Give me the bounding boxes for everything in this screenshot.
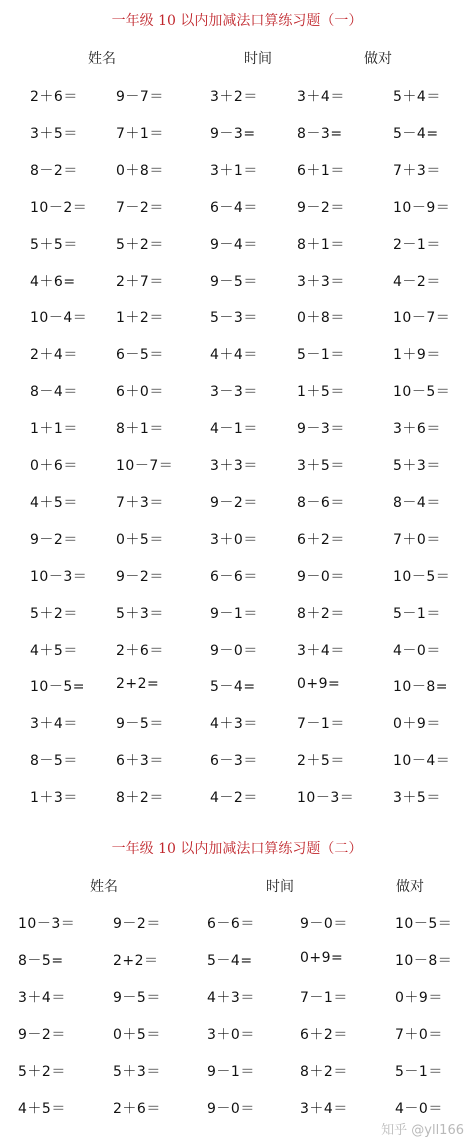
- math-problem: 3＋1＝: [210, 162, 258, 179]
- math-problem: 10－7＝: [393, 310, 451, 327]
- math-problem: 6－5＝: [116, 347, 164, 364]
- math-problem: 6－6＝: [210, 568, 258, 585]
- math-problem: 10－3＝: [297, 790, 355, 807]
- math-problem: 9－2＝: [297, 199, 345, 216]
- math-problem: 3＋0＝: [210, 531, 258, 548]
- math-problem: 4－2＝: [393, 273, 441, 290]
- math-problem: 9－1＝: [207, 1063, 255, 1080]
- math-problem: 5－4=: [210, 679, 256, 696]
- math-problem: 2＋6＝: [30, 89, 78, 105]
- math-problem: 3＋4＝: [297, 89, 345, 105]
- math-problem: 4＋6=: [30, 273, 76, 290]
- correct-label: 做对: [364, 51, 392, 67]
- math-problem: 6＋2＝: [300, 1026, 348, 1043]
- math-problem: 8－2＝: [30, 162, 78, 179]
- math-problem: 10－7＝: [116, 458, 174, 474]
- sheet-title: 一年级 10 以内加减法口算练习题（一）: [111, 13, 363, 29]
- math-problem: 9－0＝: [297, 568, 345, 585]
- math-problem: 1＋5＝: [297, 384, 345, 401]
- math-problem: 9－3=: [210, 125, 256, 142]
- math-problem: 2+2=: [116, 676, 160, 693]
- math-problem: 5＋4＝: [393, 89, 441, 105]
- math-problem: 5＋5＝: [30, 236, 78, 253]
- math-problem: 10－5＝: [395, 916, 453, 932]
- math-problem: 9－5＝: [116, 716, 164, 733]
- math-problem: 8－5=: [18, 952, 64, 969]
- math-problem: 0＋8＝: [297, 310, 345, 327]
- math-problem: 5＋2＝: [116, 236, 164, 253]
- math-problem: 3＋5＝: [297, 458, 345, 474]
- correct-label: 做对: [396, 879, 424, 895]
- math-problem: 0＋6＝: [30, 458, 78, 474]
- math-problem: 0＋9＝: [395, 989, 443, 1006]
- math-problem: 4＋3＝: [210, 716, 258, 733]
- math-problem: 10－5=: [30, 679, 85, 696]
- math-problem: 2＋6＝: [113, 1100, 161, 1117]
- math-problem: 8－3=: [297, 125, 343, 142]
- math-problem: 10－3＝: [30, 568, 88, 585]
- math-problem: 6－6＝: [207, 916, 255, 932]
- math-problem: 7＋1＝: [116, 125, 164, 142]
- math-problem: 3＋4＝: [18, 989, 66, 1006]
- math-problem: 3＋2＝: [210, 89, 258, 105]
- math-problem: 2+2＝: [113, 952, 159, 969]
- math-problem: 9－0＝: [207, 1100, 255, 1117]
- math-problem: 9－2＝: [30, 531, 78, 548]
- math-problem: 1＋9＝: [393, 347, 441, 364]
- math-problem: 3＋6＝: [393, 421, 441, 438]
- math-problem: 5－4=: [207, 952, 253, 969]
- math-problem: 7－1＝: [297, 716, 345, 733]
- math-problem: 8＋2＝: [297, 605, 345, 622]
- math-problem: 8＋1＝: [297, 236, 345, 253]
- math-problem: 3＋4＝: [300, 1100, 348, 1117]
- math-problem: 10－4＝: [393, 753, 451, 770]
- math-problem: 4＋5＝: [30, 494, 78, 511]
- math-problem: 5＋2＝: [18, 1063, 66, 1080]
- sheet-title: 一年级 10 以内加减法口算练习题（二）: [111, 841, 363, 857]
- math-problem: 10－4＝: [30, 310, 88, 327]
- math-problem: 4＋5＝: [30, 642, 78, 659]
- math-problem: 10－5＝: [393, 568, 451, 585]
- math-problem: 10－3＝: [18, 916, 76, 932]
- math-problem: 5＋3＝: [116, 605, 164, 622]
- math-problem: 9－5＝: [113, 989, 161, 1006]
- math-problem: 8－5＝: [30, 753, 78, 770]
- math-problem: 9－2＝: [113, 916, 161, 932]
- math-problem: 8－4＝: [30, 384, 78, 401]
- math-problem: 7－2＝: [116, 199, 164, 216]
- math-problem: 5－4=: [393, 125, 439, 142]
- math-problem: 10－5＝: [393, 384, 451, 401]
- math-problem: 4－1＝: [210, 421, 258, 438]
- math-problem: 5＋3＝: [113, 1063, 161, 1080]
- math-problem: 3－3＝: [210, 384, 258, 401]
- math-problem: 5－1＝: [395, 1063, 443, 1080]
- math-problem: 9－0＝: [210, 642, 258, 659]
- math-problem: 9－2＝: [18, 1026, 66, 1043]
- math-problem: 8＋2＝: [116, 790, 164, 807]
- math-problem: 2＋4＝: [30, 347, 78, 364]
- math-problem: 0＋9＝: [393, 716, 441, 733]
- watermark: 知乎 @yll166: [381, 1123, 464, 1138]
- math-problem: 6＋2＝: [297, 531, 345, 548]
- math-problem: 4＋4＝: [210, 347, 258, 364]
- math-problem: 8＋2＝: [300, 1063, 348, 1080]
- math-problem: 9－4＝: [210, 236, 258, 253]
- name-label: 姓名: [90, 879, 118, 895]
- math-problem: 0+9=: [300, 949, 344, 966]
- math-problem: 4－0＝: [393, 642, 441, 659]
- math-problem: 6＋0＝: [116, 384, 164, 401]
- math-problem: 2－1＝: [393, 236, 441, 253]
- math-problem: 1＋2＝: [116, 310, 164, 327]
- math-problem: 9－2＝: [116, 568, 164, 585]
- math-problem: 10－9＝: [393, 199, 451, 216]
- time-label: 时间: [244, 51, 272, 67]
- math-problem: 5－1＝: [297, 347, 345, 364]
- math-problem: 8＋1＝: [116, 421, 164, 438]
- math-problem: 4－0＝: [395, 1100, 443, 1117]
- math-problem: 4－2＝: [210, 790, 258, 807]
- math-problem: 10－8＝: [395, 952, 453, 969]
- math-problem: 4＋3＝: [207, 989, 255, 1006]
- math-problem: 10－8=: [393, 679, 448, 696]
- math-problem: 9－3＝: [297, 421, 345, 438]
- math-problem: 1＋1＝: [30, 421, 78, 438]
- math-problem: 0＋5＝: [113, 1026, 161, 1043]
- math-problem: 2＋6＝: [116, 642, 164, 659]
- math-problem: 7＋3＝: [116, 494, 164, 511]
- math-problem: 4＋5＝: [18, 1100, 66, 1117]
- math-problem: 0+9=: [297, 676, 341, 693]
- math-problem: 6＋1＝: [297, 162, 345, 179]
- math-problem: 9－7＝: [116, 89, 164, 105]
- math-problem: 8－4＝: [393, 494, 441, 511]
- math-problem: 8－6＝: [297, 494, 345, 511]
- math-problem: 3＋5＝: [393, 790, 441, 807]
- math-problem: 7＋0＝: [393, 531, 441, 548]
- math-problem: 3＋3＝: [297, 273, 345, 290]
- math-problem: 7－1＝: [300, 989, 348, 1006]
- math-problem: 5＋3＝: [393, 458, 441, 474]
- math-problem: 3＋5＝: [30, 125, 78, 142]
- math-problem: 2＋7＝: [116, 273, 164, 290]
- math-problem: 0＋8＝: [116, 162, 164, 179]
- math-problem: 2＋5＝: [297, 753, 345, 770]
- math-problem: 9－0＝: [300, 916, 348, 932]
- math-problem: 9－5＝: [210, 273, 258, 290]
- math-problem: 3＋4＝: [30, 716, 78, 733]
- math-problem: 0＋5＝: [116, 531, 164, 548]
- math-problem: 7＋3＝: [393, 162, 441, 179]
- math-problem: 6－3＝: [210, 753, 258, 770]
- math-problem: 5－3＝: [210, 310, 258, 327]
- math-problem: 3＋3＝: [210, 458, 258, 474]
- math-problem: 5－1＝: [393, 605, 441, 622]
- math-problem: 6－4＝: [210, 199, 258, 216]
- math-problem: 3＋4＝: [297, 642, 345, 659]
- math-problem: 1＋3＝: [30, 790, 78, 807]
- math-problem: 9－1＝: [210, 605, 258, 622]
- math-problem: 9－2＝: [210, 494, 258, 511]
- math-problem: 10－2＝: [30, 199, 88, 216]
- math-problem: 5＋2＝: [30, 605, 78, 622]
- name-label: 姓名: [88, 51, 116, 67]
- math-problem: 6＋3＝: [116, 753, 164, 770]
- math-problem: 3＋0＝: [207, 1026, 255, 1043]
- time-label: 时间: [266, 879, 294, 895]
- math-problem: 7＋0＝: [395, 1026, 443, 1043]
